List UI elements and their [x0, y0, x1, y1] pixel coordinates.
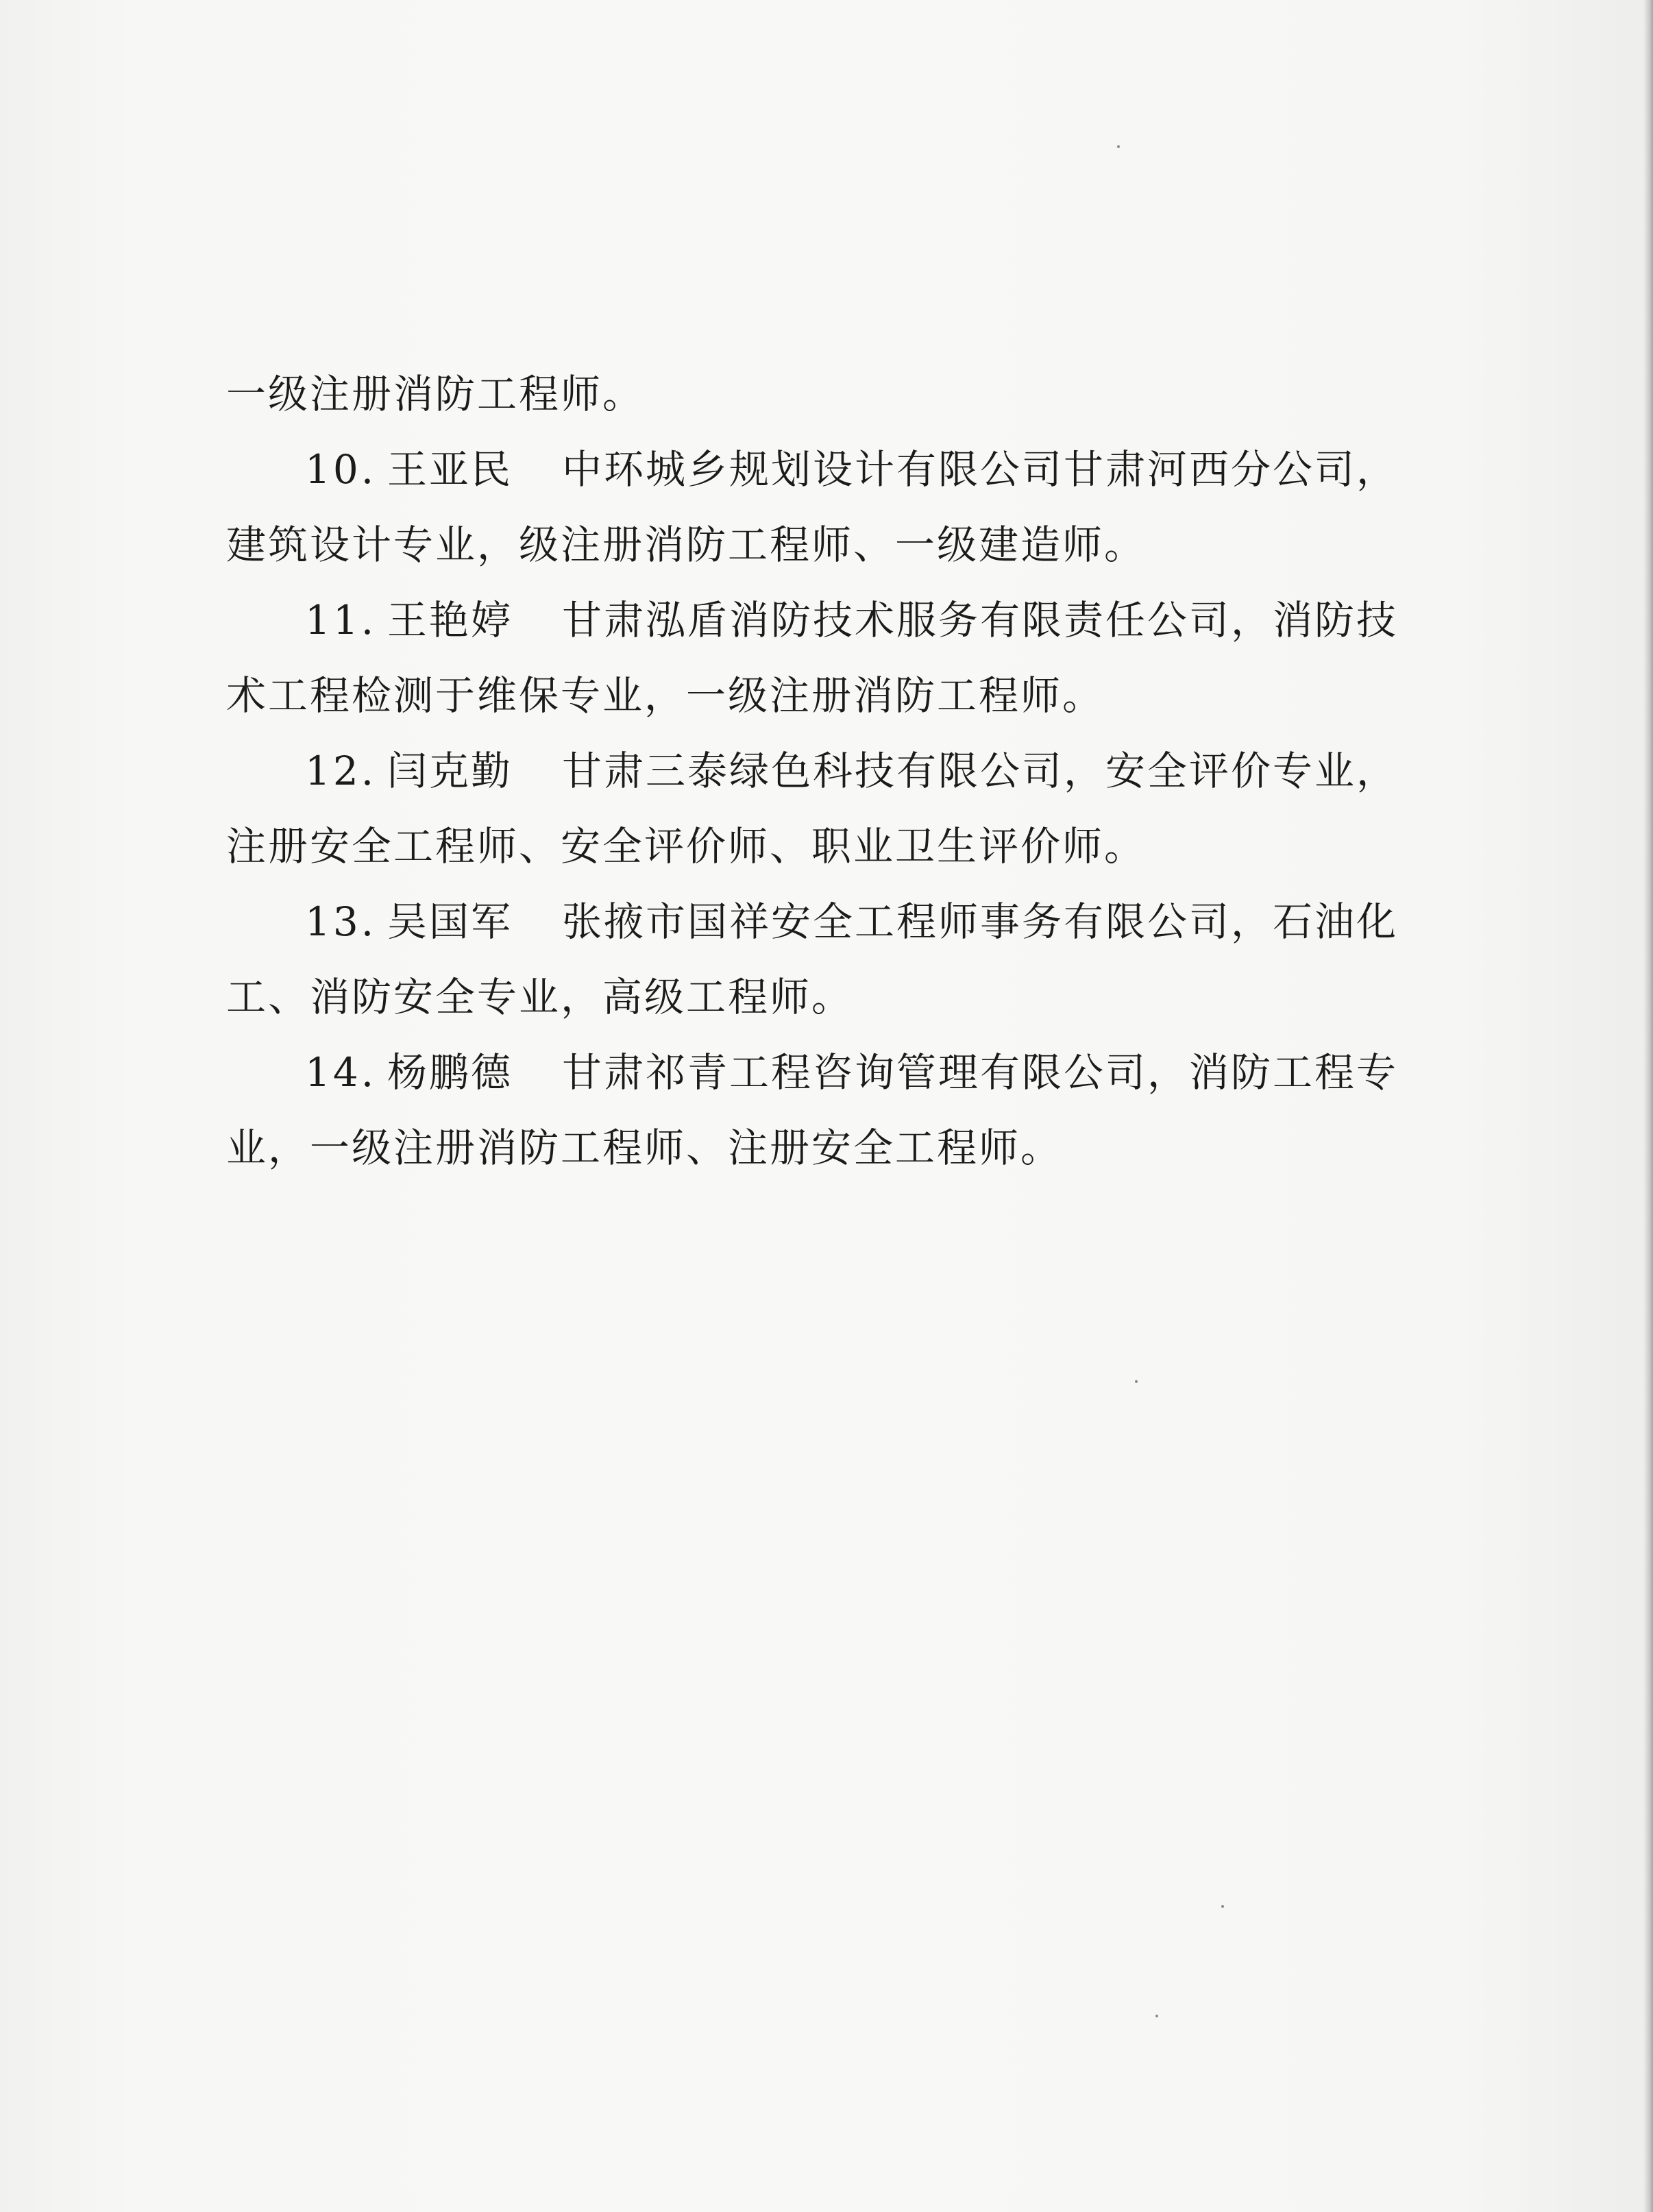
- list-item: [226, 582, 1412, 733]
- entry-continuation: 工、消防安全专业，高级工程师。: [226, 974, 854, 1020]
- entry-name: 王艳婷: [387, 597, 513, 643]
- intro-line: 一级注册消防工程师。: [226, 371, 645, 417]
- list-item: [226, 884, 1412, 1035]
- scan-speck: [1221, 1905, 1224, 1908]
- entry-continuation: 术工程检测于维保专业，一级注册消防工程师。: [226, 672, 1105, 719]
- entry-name: 王亚民: [387, 446, 513, 493]
- entry-name: 杨鹏德: [387, 1049, 513, 1096]
- entry-detail: 张掖市国祥安全工程师事务有限公司，石油化: [562, 898, 1399, 945]
- entry-number: 14.: [305, 1049, 377, 1096]
- document-body: [226, 356, 1412, 1185]
- scan-speck: [1117, 145, 1120, 148]
- list-item: [226, 432, 1412, 582]
- entry-name: 吴国军: [387, 898, 513, 945]
- entry-number: 11.: [305, 597, 377, 643]
- entry-first-line: [226, 582, 1412, 658]
- entry-detail: 甘肃泓盾消防技术服务有限责任公司，消防技: [562, 597, 1399, 643]
- list-item: [226, 1035, 1412, 1185]
- scan-speck: [1135, 1380, 1138, 1383]
- entry-continuation: 业，一级注册消防工程师、注册安全工程师。: [226, 1125, 1063, 1171]
- entry-number: 12.: [305, 748, 377, 794]
- entry-number: 10.: [305, 446, 377, 493]
- entry-first-line: [226, 733, 1412, 809]
- page-edge-shadow: [1643, 0, 1653, 2212]
- entry-name: 闫克勤: [387, 748, 513, 794]
- entry-first-line: [226, 432, 1412, 507]
- list-item: [226, 733, 1412, 884]
- entry-detail: 甘肃三泰绿色科技有限公司，安全评价专业，: [562, 748, 1399, 794]
- entry-detail: 甘肃祁青工程咨询管理有限公司，消防工程专: [562, 1049, 1399, 1096]
- entry-first-line: [226, 884, 1412, 959]
- entry-first-line: [226, 1035, 1412, 1110]
- scan-speck: [1155, 2015, 1158, 2017]
- entry-continuation: 注册安全工程师、安全评价师、职业卫生评价师。: [226, 823, 1147, 870]
- entry-continuation: 建筑设计专业，级注册消防工程师、一级建造师。: [226, 521, 1147, 568]
- entry-number: 13.: [305, 898, 377, 945]
- entry-detail: 中环城乡规划设计有限公司甘肃河西分公司，: [562, 446, 1399, 493]
